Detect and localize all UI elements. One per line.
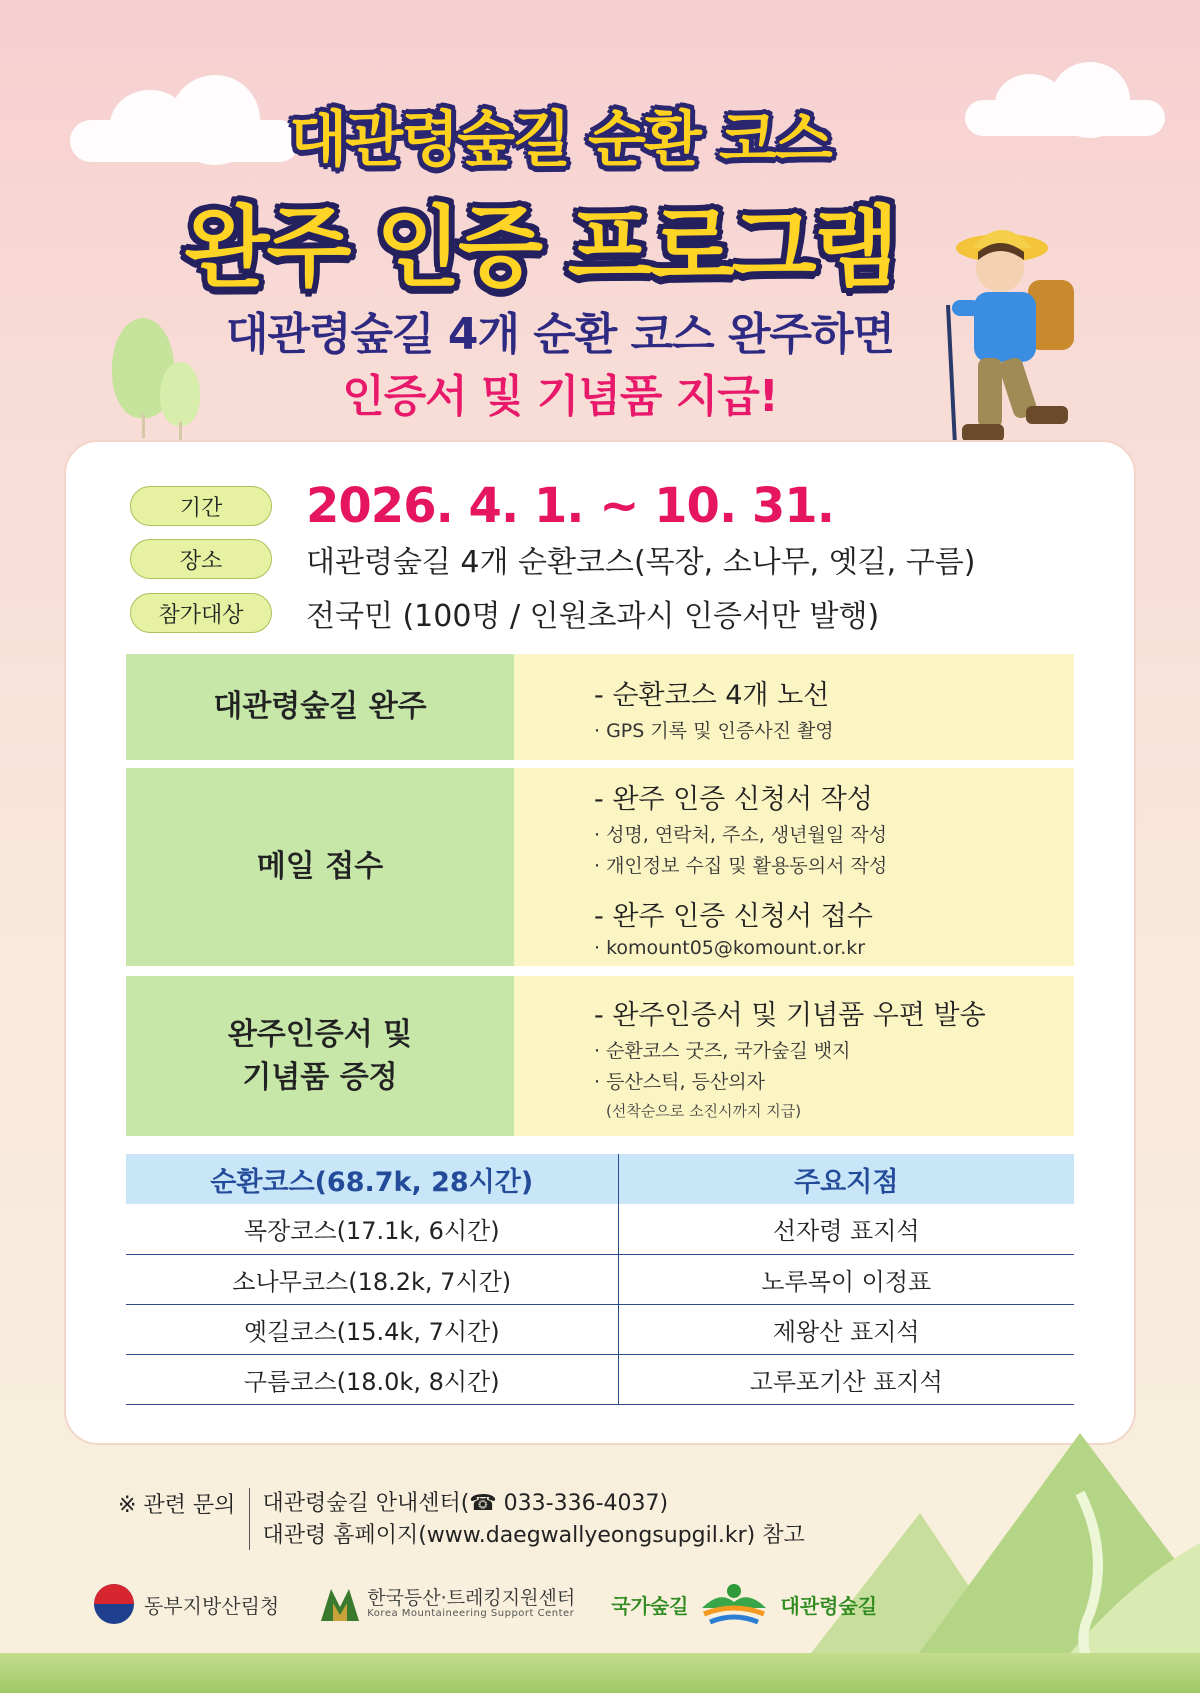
table-row bbox=[126, 1254, 1074, 1304]
forest-service-name: 동부지방산림청 bbox=[144, 1593, 280, 1618]
step-details bbox=[514, 976, 1074, 1136]
step-title bbox=[126, 976, 514, 1136]
step-complete-trail bbox=[126, 654, 1074, 760]
step-detail: · 등산스틱, 등산의자 bbox=[594, 1071, 765, 1093]
step-certificate-gift bbox=[126, 976, 1074, 1136]
step-detail: · GPS 기록 및 인증사진 촬영 bbox=[594, 720, 834, 742]
target-value: 전국민 (100명 / 인원초과시 인증서만 발행) bbox=[306, 599, 880, 634]
point-cell: 선자령 표지석 bbox=[618, 1204, 1074, 1254]
point-cell: 제왕산 표지석 bbox=[618, 1304, 1074, 1354]
place-row bbox=[130, 537, 975, 581]
step-detail: · 성명, 연락처, 주소, 생년월일 작성 bbox=[594, 824, 887, 846]
step-heading: - 완주 인증 신청서 접수 bbox=[594, 901, 873, 932]
title-line-1: 대관령숲길 순환 코스 bbox=[289, 105, 831, 175]
contact-phone-line: 대관령숲길 안내센터(☎ 033-336-4037) bbox=[262, 1491, 669, 1516]
place-value: 대관령숲길 4개 순환코스(목장, 소나무, 옛길, 구름) bbox=[306, 545, 976, 580]
forest-service-logo bbox=[94, 1584, 279, 1624]
target-label: 참가대상 bbox=[130, 593, 272, 633]
step-heading: - 완주 인증 신청서 작성 bbox=[594, 784, 873, 815]
step-detail: · 순환코스 굿즈, 국가숲길 뱃지 bbox=[594, 1040, 851, 1062]
mountaineering-center-name: 한국등산·트레킹지원센터 bbox=[367, 1586, 576, 1609]
step-mail-submission bbox=[126, 768, 1074, 966]
subtitle-line-2: 인증서 및 기념품 지급! bbox=[342, 371, 778, 422]
contact-info bbox=[118, 1488, 805, 1552]
course-cell: 소나무코스(18.2k, 7시간) bbox=[126, 1254, 618, 1304]
subtitle-line-1: 대관령숲길 4개 순환 코스 완주하면 bbox=[226, 309, 894, 360]
logo-bar bbox=[94, 1582, 877, 1626]
table-row bbox=[126, 1204, 1074, 1254]
contact-label: ※ 관련 문의 bbox=[118, 1488, 250, 1550]
step-detail: · 개인정보 수집 및 활용동의서 작성 bbox=[594, 855, 888, 877]
email-address[interactable]: · komount05@komount.or.kr bbox=[594, 937, 866, 959]
step-title-line-2: 기념품 증정 bbox=[242, 1060, 398, 1095]
step-title: 대관령숲길 완주 bbox=[126, 654, 514, 760]
column-header-point: 주요지점 bbox=[618, 1154, 1074, 1204]
step-details bbox=[514, 768, 1074, 966]
period-label: 기간 bbox=[130, 486, 272, 526]
trail-name: 대관령숲길 bbox=[780, 1593, 878, 1618]
hills-illustration bbox=[780, 1393, 1200, 1693]
step-heading: - 완주인증서 및 기념품 우편 발송 bbox=[594, 1000, 986, 1031]
period-row bbox=[130, 478, 834, 534]
course-table bbox=[126, 1154, 1074, 1405]
step-heading: - 순환코스 4개 노선 bbox=[594, 680, 830, 711]
point-cell: 고루포기산 표지석 bbox=[618, 1354, 1074, 1404]
step-note: (선착순으로 소진시까지 지급) bbox=[606, 1102, 802, 1120]
column-header-course: 순환코스(68.7k, 28시간) bbox=[126, 1154, 618, 1204]
step-title: 메일 접수 bbox=[126, 768, 514, 966]
mountain-m-icon bbox=[319, 1585, 361, 1623]
course-cell: 목장코스(17.1k, 6시간) bbox=[126, 1204, 618, 1254]
government-emblem-icon bbox=[94, 1584, 134, 1624]
mountaineering-center-name-en: Korea Mountaineering Support Center bbox=[367, 1607, 575, 1619]
national-trail-name: 국가숲길 bbox=[611, 1593, 689, 1618]
target-row bbox=[130, 591, 879, 635]
course-cell: 구름코스(18.0k, 8시간) bbox=[126, 1354, 618, 1404]
period-value: 2026. 4. 1. ~ 10. 31. bbox=[306, 478, 834, 534]
table-header-row bbox=[126, 1154, 1074, 1204]
point-cell: 노루목이 이정표 bbox=[618, 1254, 1074, 1304]
step-title-line-1: 완주인증서 및 bbox=[227, 1016, 413, 1052]
place-label: 장소 bbox=[130, 539, 272, 579]
table-row bbox=[126, 1304, 1074, 1354]
trail-emblem-icon bbox=[696, 1582, 772, 1626]
contact-website-line[interactable]: 대관령 홈페이지(www.daegwallyeongsupgil.kr) 참고 bbox=[262, 1523, 805, 1548]
ground-strip bbox=[0, 1653, 1200, 1693]
mountaineering-center-logo bbox=[319, 1585, 575, 1623]
title-line-2: 완주 인증 프로그램 bbox=[184, 196, 896, 299]
hiker-illustration bbox=[940, 220, 1090, 470]
national-trail-logo bbox=[611, 1582, 877, 1626]
course-cell: 옛길코스(15.4k, 7시간) bbox=[126, 1304, 618, 1354]
step-details bbox=[514, 654, 1074, 760]
